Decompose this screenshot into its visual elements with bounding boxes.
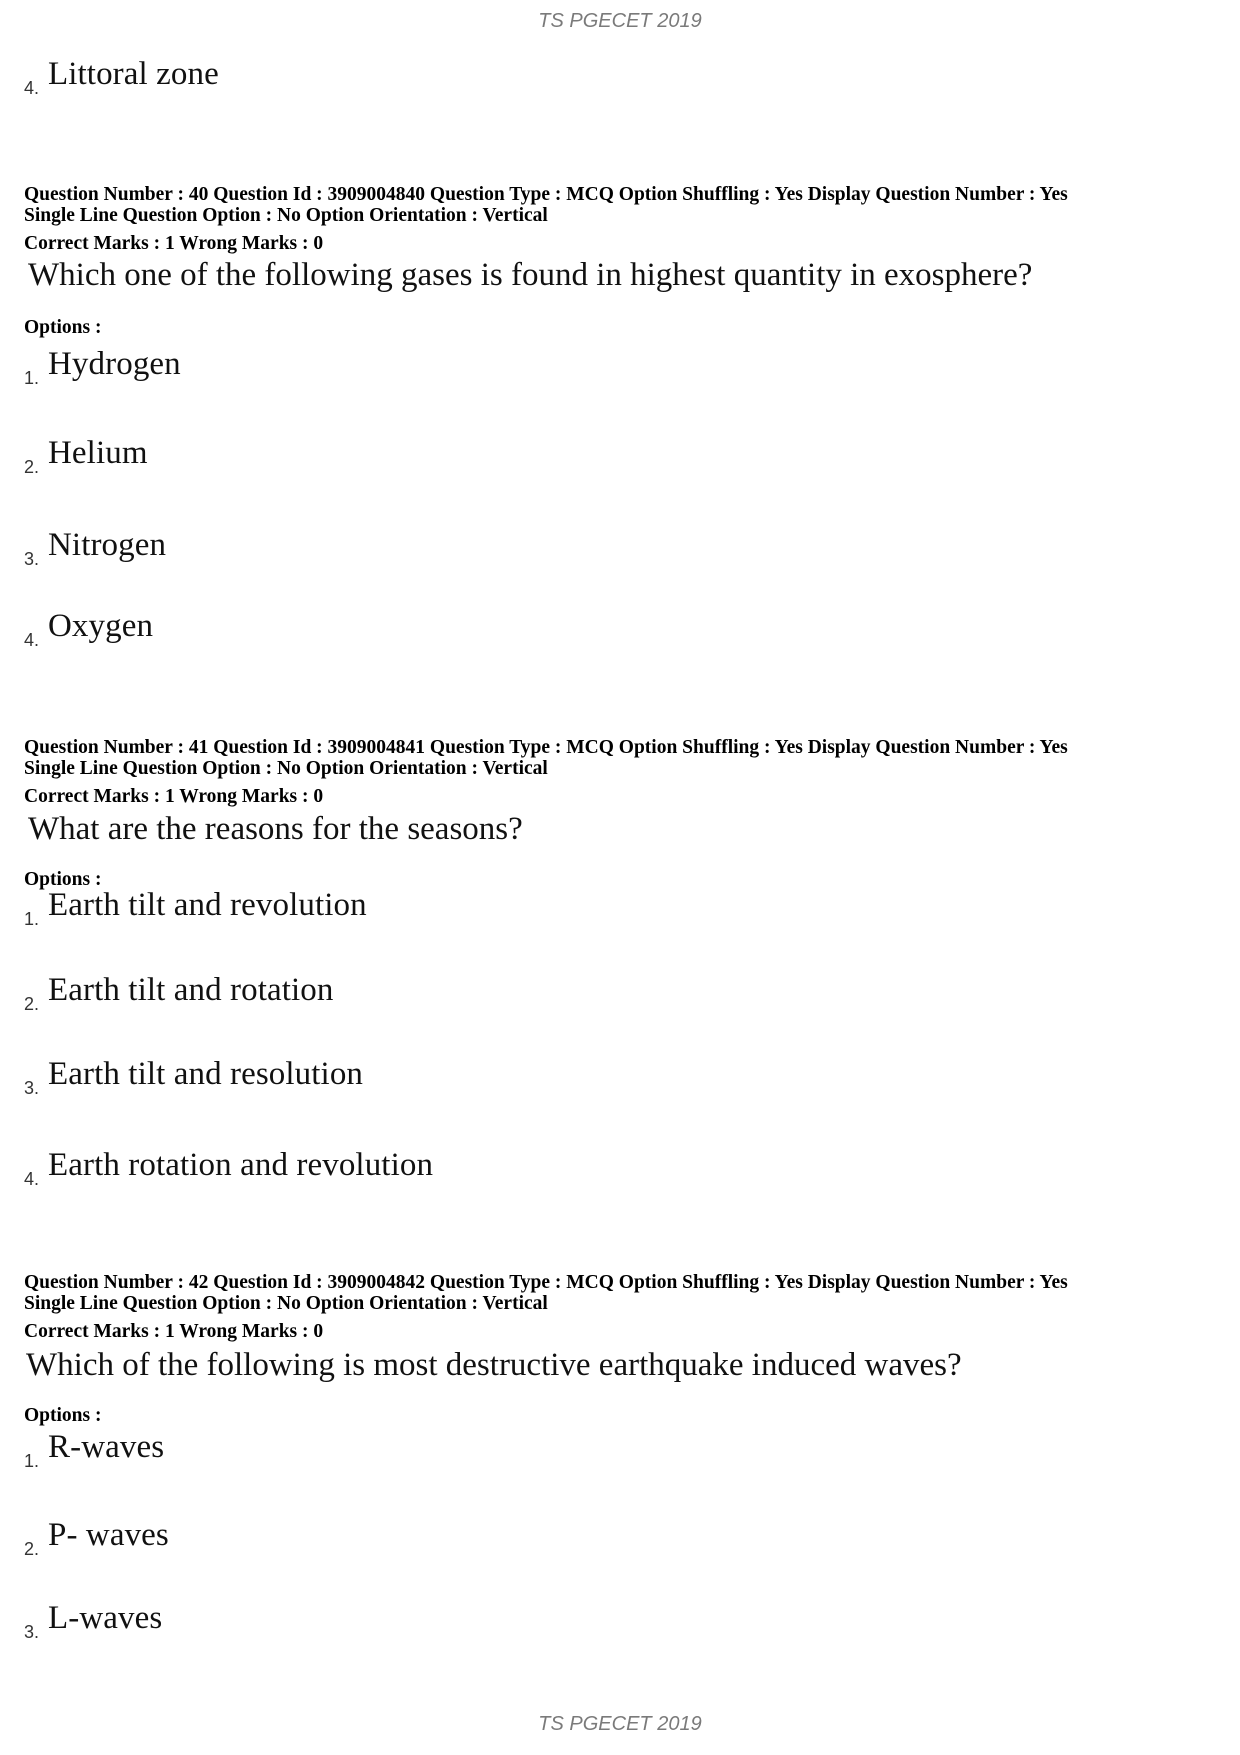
question-41-marks: Correct Marks : 1 Wrong Marks : 0 [24, 786, 324, 807]
question-meta-line2: Single Line Question Option : No Option Orientation : Vertical [24, 205, 548, 226]
question-40-options-label: Options : [24, 317, 102, 338]
option-number: 2. [24, 994, 40, 1014]
question-meta-line2: Single Line Question Option : No Option Orientation : Vertical [24, 758, 548, 779]
option-text: Nitrogen [48, 527, 167, 563]
q40-option-2 [24, 435, 148, 477]
option-text: Earth rotation and revolution [48, 1147, 434, 1183]
question-42-marks: Correct Marks : 1 Wrong Marks : 0 [24, 1321, 324, 1342]
q41-option-2 [24, 972, 334, 1014]
page-header: TS PGECET 2019 [538, 10, 702, 32]
option-number: 3. [24, 1622, 40, 1642]
option-number: 3. [24, 549, 40, 569]
question-meta-line1: Question Number : 40 Question Id : 3909004840 Question Type : MCQ Option Shuffling : Yes Display Question Number : Yes [24, 184, 1068, 205]
option-number: 1. [24, 1451, 40, 1471]
option-number: 3. [24, 1078, 40, 1098]
question-42-text: Which of the following is most destructive earthquake induced waves? [26, 1347, 962, 1383]
option-text: Earth tilt and resolution [48, 1056, 364, 1092]
question-42-options-label: Options : [24, 1405, 102, 1426]
question-41-text: What are the reasons for the seasons? [28, 811, 523, 847]
option-text: Littoral zone [48, 56, 219, 92]
option-text: Hydrogen [48, 346, 181, 382]
question-meta-line1: Question Number : 41 Question Id : 3909004841 Question Type : MCQ Option Shuffling : Yes Display Question Number : Yes [24, 737, 1068, 758]
q40-option-4 [24, 608, 154, 650]
option-number: 4. [24, 1169, 40, 1189]
q42-option-1 [24, 1429, 165, 1471]
question-meta-line2: Single Line Question Option : No Option Orientation : Vertical [24, 1293, 548, 1314]
q41-option-3 [24, 1056, 364, 1098]
q41-option-1 [24, 887, 367, 929]
q40-option-3 [24, 527, 167, 569]
q42-option-2 [24, 1517, 169, 1559]
q40-option-1 [24, 346, 181, 388]
option-number: 4. [24, 78, 40, 98]
q42-option-3 [24, 1600, 163, 1642]
option-text: Oxygen [48, 608, 154, 644]
question-meta-line1: Question Number : 42 Question Id : 3909004842 Question Type : MCQ Option Shuffling : Yes Display Question Number : Yes [24, 1272, 1068, 1293]
option-number: 1. [24, 368, 40, 388]
option-text: Helium [48, 435, 148, 471]
question-41-meta [24, 737, 1068, 779]
question-40-text: Which one of the following gases is found in highest quantity in exosphere? [28, 257, 1033, 293]
question-40-meta [24, 184, 1068, 226]
q41-option-4 [24, 1147, 434, 1189]
option-number: 1. [24, 909, 40, 929]
option-text: P- waves [48, 1517, 169, 1553]
option-text: R-waves [48, 1429, 165, 1465]
option-text: Earth tilt and rotation [48, 972, 334, 1008]
option-number: 2. [24, 457, 40, 477]
page-footer: TS PGECET 2019 [538, 1713, 702, 1735]
option-text: L-waves [48, 1600, 163, 1636]
question-42-meta [24, 1272, 1068, 1314]
question-41-options-label: Options : [24, 869, 102, 890]
option-number: 2. [24, 1539, 40, 1559]
question-40-marks: Correct Marks : 1 Wrong Marks : 0 [24, 233, 324, 254]
prev-option-4 [24, 56, 219, 98]
option-text: Earth tilt and revolution [48, 887, 367, 923]
option-number: 4. [24, 630, 40, 650]
